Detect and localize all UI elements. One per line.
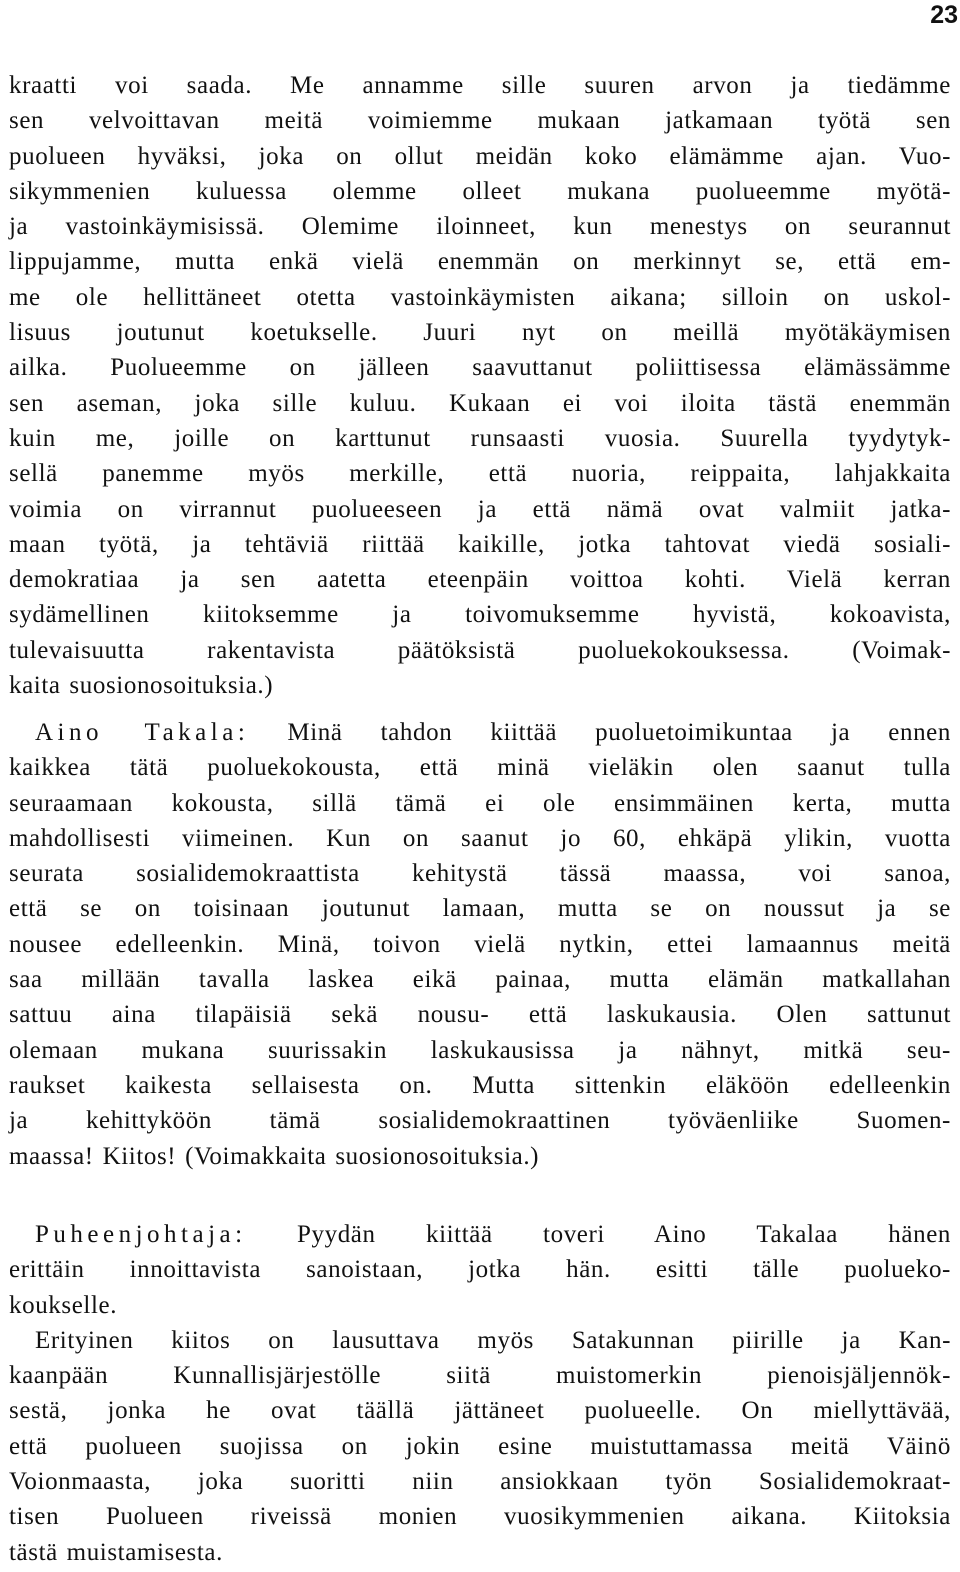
text-line: tulevaisuutta rakentavista päätöksistä puoluekokouksessa. (Voimak- bbox=[9, 636, 951, 664]
text-line: sestä, jonka he ovat täällä jättäneet puolueelle. On miellyttävää, bbox=[9, 1397, 951, 1425]
text-line: seuraamaan kokousta, sillä tämä ei ole ensimmäinen kerta, mutta bbox=[9, 789, 951, 817]
text-line: koukselle. bbox=[9, 1291, 118, 1319]
text-line: nousee edelleenkin. Minä, toivon vielä nytkin, ettei lamaannus meitä bbox=[9, 930, 951, 958]
text-line: ja kehittyköön tämä sosialidemokraattinen työväenliike Suomen- bbox=[9, 1107, 951, 1135]
text-line: lisuus joutunut koetukselle. Juuri nyt on meillä myötäkäymisen bbox=[9, 319, 951, 347]
text-line: tästä muistamisesta. bbox=[9, 1538, 223, 1566]
text-line: kraatti voi saada. Me annamme sille suuren arvon ja tiedämme bbox=[9, 72, 951, 99]
text-line: sikymmenien kuluessa olemme olleet mukana puolueemme myötä- bbox=[9, 177, 951, 205]
paragraph-continuation bbox=[9, 68, 951, 703]
text-line: kaikkea tätä puoluekokousta, että minä vieläkin olen saanut tulla bbox=[9, 754, 951, 782]
text-line: tisen Puolueen riveissä monien vuosikymmenien aikana. Kiitoksia bbox=[9, 1503, 951, 1531]
text-line: että se on toisinaan joutunut lamaan, mutta se on noussut ja se bbox=[9, 895, 951, 923]
paragraph-puheenjohtaja bbox=[9, 1217, 951, 1570]
text-line: demokratiaa ja sen aatetta eteenpäin voittoa kohti. Vielä kerran bbox=[9, 566, 951, 594]
text-line: puolueen hyväksi, joka on ollut meidän koko elämämme ajan. Vuo- bbox=[9, 142, 951, 170]
text-line: Minä tahdon kiittää puoluetoimikuntaa ja ennen bbox=[287, 719, 951, 746]
text-line: kaanpään Kunnallisjärjestölle siitä muistomerkin pienoisjäljennök- bbox=[9, 1362, 951, 1390]
text-line: sattuu aina tilapäisiä sekä nousu- että laskukausia. Olen sattunut bbox=[9, 1001, 951, 1029]
text-line: me ole hellittäneet otetta vastoinkäymisten aikana; silloin on uskol- bbox=[9, 283, 951, 311]
text-line: ailka. Puolueemme on jälleen saavuttanut poliittisessa elämässämme bbox=[9, 354, 951, 382]
text-line: kaita suosionosoituksia.) bbox=[9, 672, 274, 700]
text-line: maassa! Kiitos! (Voimakkaita suosionosoituksia.) bbox=[9, 1142, 540, 1170]
text-line: olemaan mukana suurissakin laskukausissa ja nähnyt, mitkä seu- bbox=[9, 1036, 951, 1064]
text-line: että puolueen suojissa on jokin esine muistuttamassa meitä Väinö bbox=[9, 1432, 951, 1460]
text-line: voimia on virrannut puolueeseen ja että nämä ovat valmiit jatka- bbox=[9, 495, 951, 523]
text-line: mahdollisesti viimeinen. Kun on saanut jo 60, ehkäpä ylikin, vuotta bbox=[9, 824, 951, 852]
text-line: erittäin innoittavista sanoistaan, jotka hän. esitti tälle puolueko- bbox=[9, 1256, 951, 1284]
text-line: saa millään tavalla laskea eikä painaa, mutta elämän matkallahan bbox=[9, 966, 951, 994]
text-line: kuin me, joille on karttunut runsaasti vuosia. Suurella tyydytyk- bbox=[9, 424, 951, 452]
text-line: Voionmaasta, joka suoritti niin ansiokkaan työn Sosialidemokraat- bbox=[9, 1468, 951, 1496]
speech-first-line bbox=[9, 715, 951, 750]
speaker-name: Aino Takala: bbox=[35, 719, 250, 746]
page-number: 23 bbox=[930, 1, 958, 29]
text-line: ja vastoinkäymisissä. Olemime iloinneet, kun menestys on seurannut bbox=[9, 213, 951, 241]
text-line: sen velvoittavan meitä voimiemme mukaan jatkamaan työtä sen bbox=[9, 107, 951, 135]
text-line: Pyydän kiittää toveri Aino Takalaa hänen bbox=[296, 1221, 951, 1248]
text-line: seurata sosialidemokraattista kehitystä tässä maassa, voi sanoa, bbox=[9, 860, 951, 888]
text-line: maan työtä, ja tehtäviä riittää kaikille, jotka tahtovat viedä sosiali- bbox=[9, 530, 951, 558]
speech-first-line bbox=[9, 1217, 951, 1252]
speaker-name: Puheenjohtaja: bbox=[35, 1221, 247, 1248]
text-line: lippujamme, mutta enkä vielä enemmän on merkinnyt se, että em- bbox=[9, 248, 951, 276]
text-line: Erityinen kiitos on lausuttava myös Satakunnan piirille ja Kan- bbox=[35, 1326, 951, 1354]
text-line: raukset kaikesta sellaisesta on. Mutta sittenkin eläköön edelleenkin bbox=[9, 1071, 951, 1099]
text-line: sellä panemme myös merkille, että nuoria, reippaita, lahjakkaita bbox=[9, 460, 951, 488]
text-line: sen aseman, joka sille kuluu. Kukaan ei voi iloita tästä enemmän bbox=[9, 389, 951, 417]
paragraph-aino-takala bbox=[9, 715, 951, 1174]
text-line: sydämellinen kiitoksemme ja toivomuksemme hyvistä, kokoavista, bbox=[9, 601, 951, 629]
